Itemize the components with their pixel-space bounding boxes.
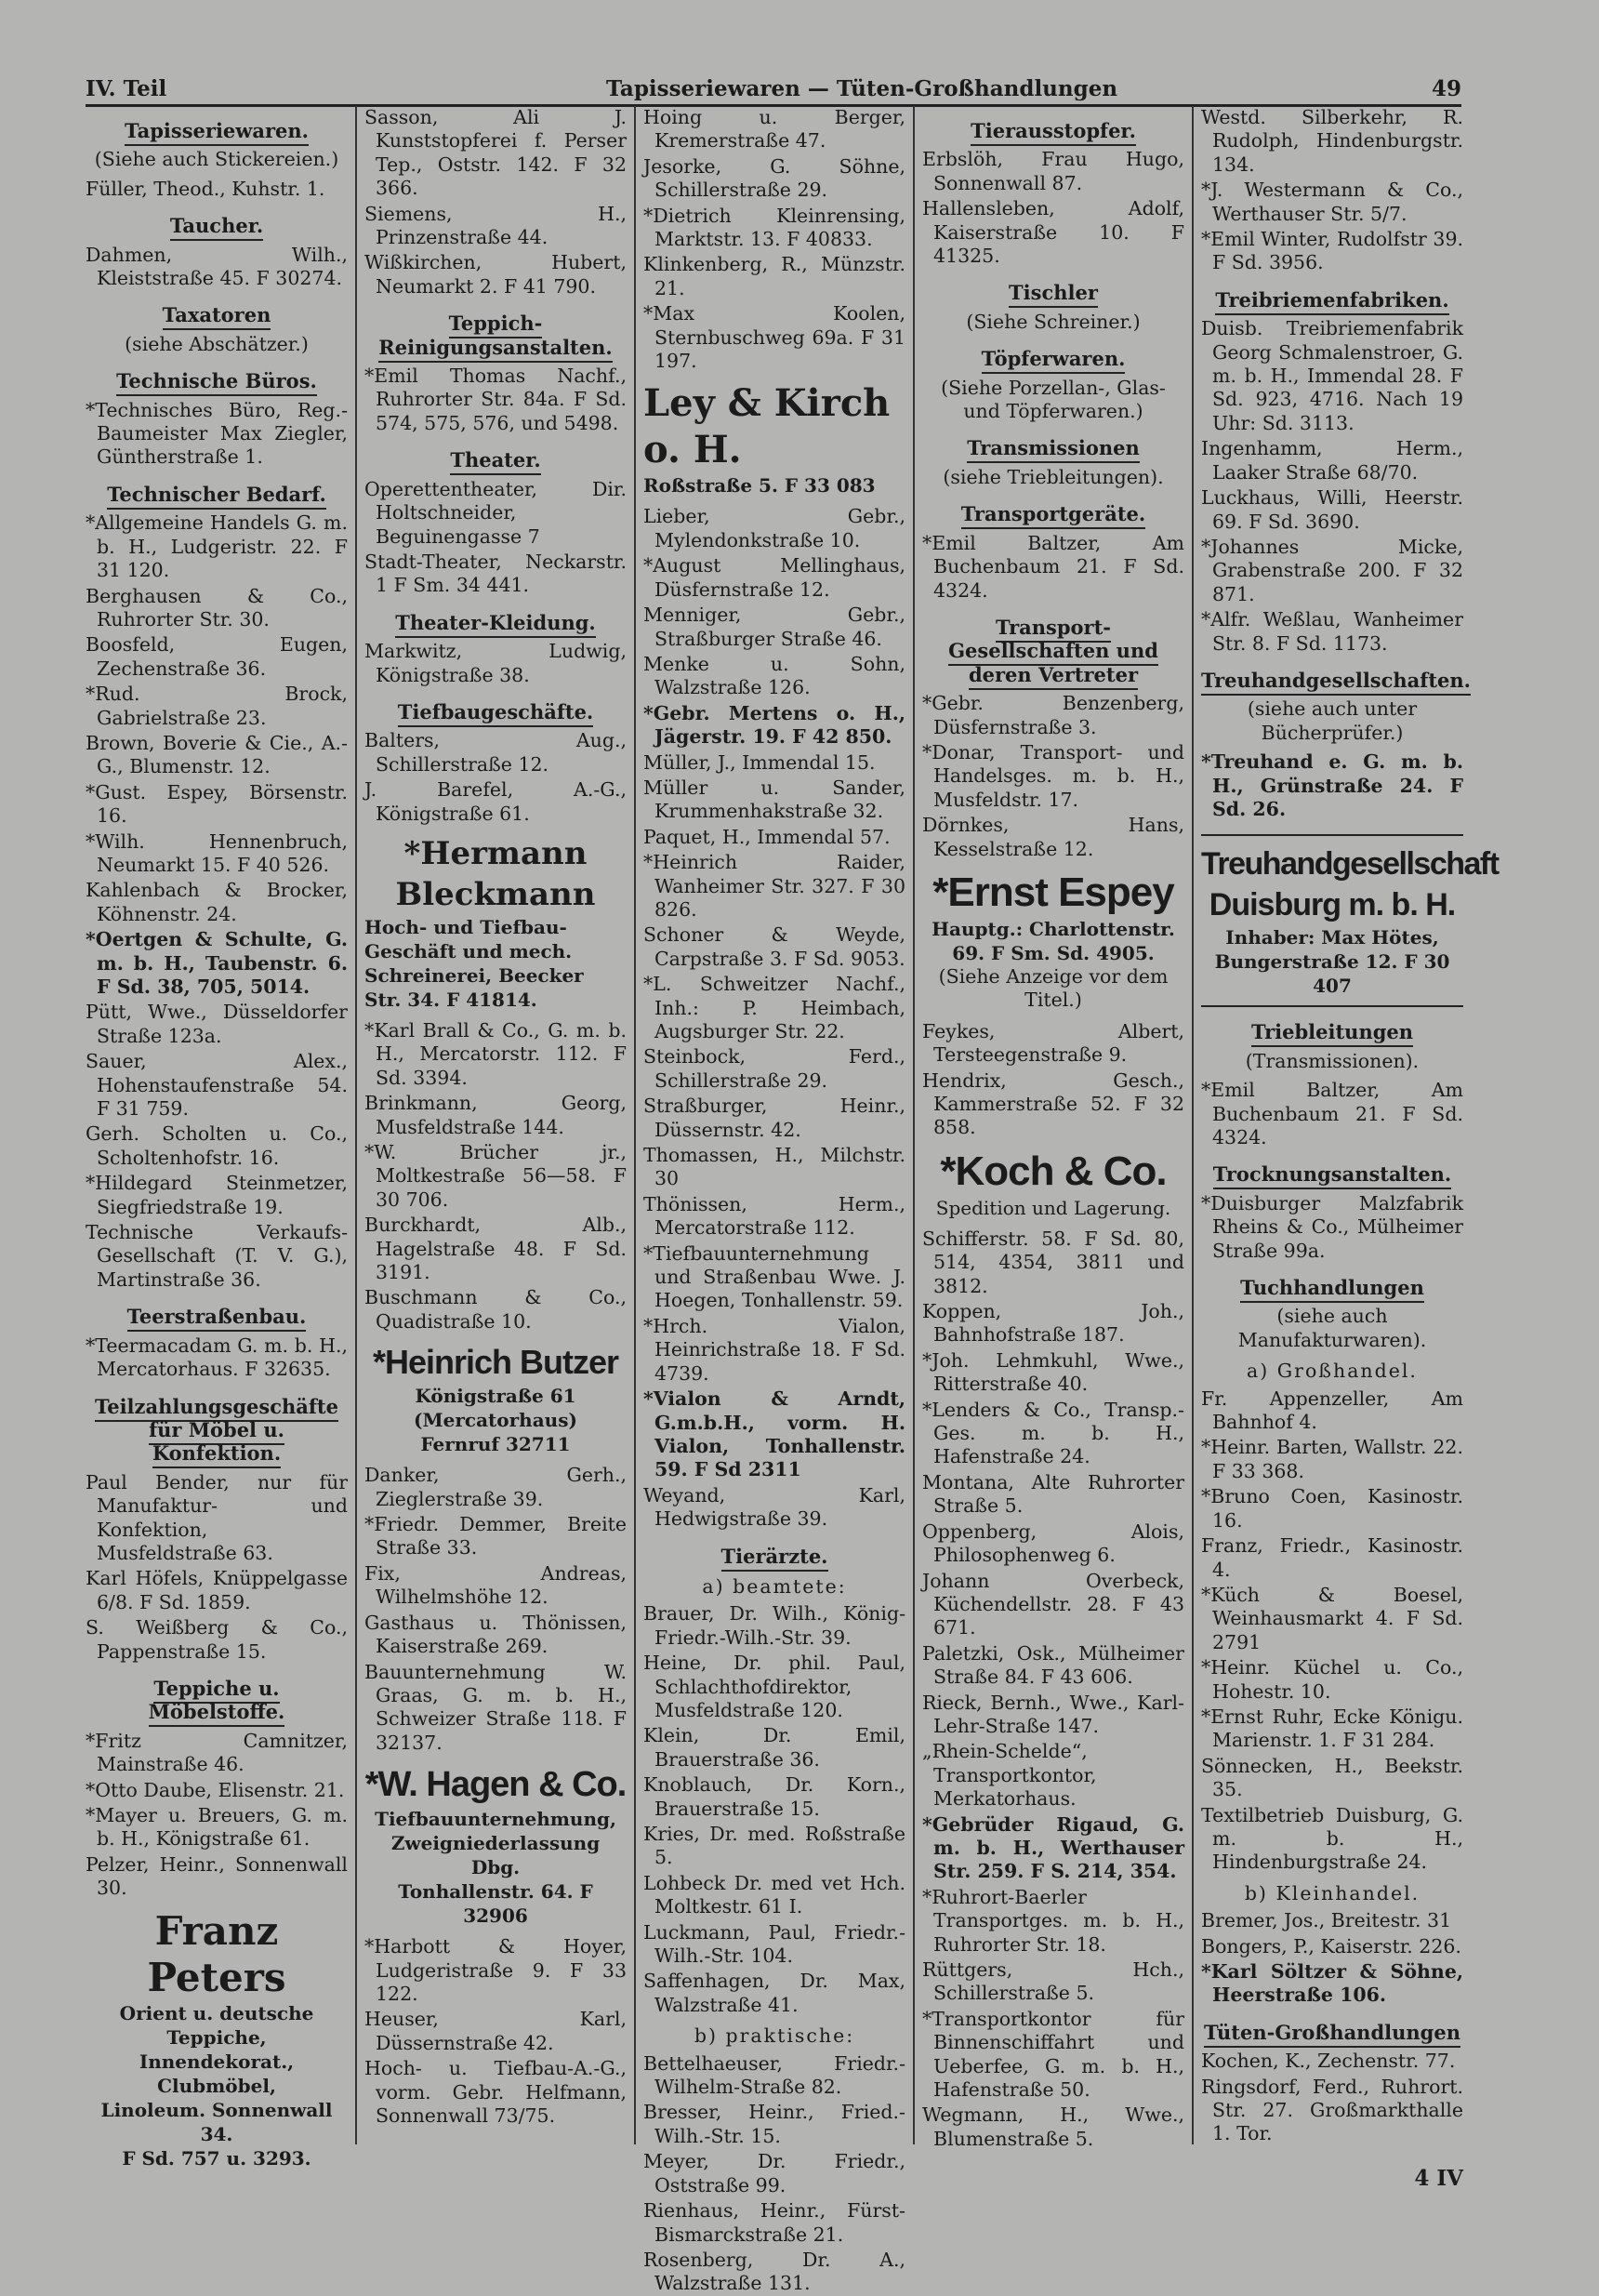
- list-item: *Gust. Espey, Börsenstr. 16.: [86, 780, 348, 828]
- ad-line: F Sd. 757 u. 3293.: [122, 2146, 311, 2170]
- list-item: Klein, Dr. Emil, Brauerstraße 36.: [643, 1724, 905, 1771]
- section-heading: Transport-Gesellschaften und deren Vertreter: [922, 616, 1184, 686]
- list-item: Weyand, Karl, Hedwigstraße 39.: [643, 1483, 905, 1531]
- list-item: Bettelhaeuser, Friedr.-Wilhelm-Straße 82.: [643, 2051, 905, 2099]
- list-item: Erbslöh, Frau Hugo, Sonnenwall 87.: [922, 148, 1184, 194]
- ad-line: Tiefbauunternehmung,: [375, 1808, 616, 1831]
- list-item: Hoing u. Berger, Kremerstraße 47.: [643, 106, 905, 153]
- ad-line: (Mercatorhaus): [414, 1409, 577, 1432]
- list-item: *Gebr. Benzenberg, Düsfernstraße 3.: [922, 692, 1184, 738]
- list-item: Burckhardt, Alb., Hagelstraße 48. F Sd. 3191.: [364, 1214, 627, 1284]
- ad-line: Innendekorat., Clubmöbel,: [139, 2050, 295, 2097]
- divider: [1201, 834, 1463, 836]
- list-item: *Gebr. Mertens o. H., Jägerstr. 19. F 42 850.: [643, 701, 905, 749]
- list-item: Kochen, K., Zechenstr. 77.: [1201, 2050, 1456, 2073]
- list-item: Dahmen, Wilh., Kleiststraße 45. F 30274.: [86, 243, 348, 290]
- list-item: Straßburger, Heinr., Düssernstr. 42.: [643, 1095, 905, 1141]
- list-item: Fr. Appenzeller, Am Bahnhof 4.: [1201, 1387, 1463, 1434]
- list-item: Koppen, Joh., Bahnhofstraße 187.: [922, 1300, 1184, 1347]
- list-item: *Heinr. Barten, Wallstr. 22. F 33 368.: [1201, 1436, 1463, 1482]
- list-item: Sauer, Alex., Hohenstaufenstraße 54. F 31 759.: [86, 1050, 348, 1121]
- list-item: *Gebrüder Rigaud, G. m. b. H., Werthauser Str. 259. F S. 214, 354.: [922, 1812, 1184, 1883]
- ad-name: Franz Peters: [147, 1907, 286, 2000]
- ad-name: *Ernst Espey: [932, 869, 1174, 915]
- list-item: *Hrch. Vialon, Heinrichstraße 18. F Sd. 4739.: [643, 1314, 905, 1385]
- list-item: *Transportkontor für Binnenschiffahrt und Ueberfee, G. m. b. H., Hafenstraße 50.: [922, 2007, 1184, 2102]
- list-item: Johann Overbeck, Küchendellstr. 28. F 43 671.: [922, 1569, 1184, 1639]
- cross-reference: (Siehe auch Stickereien.): [94, 148, 339, 171]
- column-1: [86, 106, 348, 2170]
- list-item: Stadt-Theater, Neckarstr. 1 F Sm. 34 441.: [364, 550, 627, 597]
- section-heading: Tierärzte.: [643, 1545, 905, 1568]
- list-item: *Oertgen & Schulte, G. m. b. H., Taubenstr. 6. F Sd. 38, 705, 5014.: [86, 928, 348, 998]
- list-item: Bresser, Heinr., Fried.-Wilh.-Str. 15.: [643, 2101, 905, 2147]
- list-item: Schifferstr. 58. F Sd. 80, 514, 4354, 3811 und 3812.: [922, 1227, 1184, 1297]
- section-heading: Teppiche u. Möbelstoffe.: [86, 1677, 348, 1724]
- list-item: Feykes, Albert, Tersteegenstraße 9.: [922, 1019, 1184, 1067]
- list-item: Ingenhamm, Herm., Laaker Straße 68/70.: [1201, 437, 1463, 484]
- section-heading: Tüten-Großhandlungen: [1201, 2021, 1463, 2044]
- section-heading: Tiefbaugeschäfte.: [364, 700, 627, 723]
- ad-line: Zweigniederlassung Dbg.: [390, 1832, 601, 1879]
- running-head: Tapisseriewaren — Tüten-Großhandlungen: [606, 76, 1118, 101]
- list-item: *Vialon & Arndt, G.m.b.H., vorm. H. Vialon, Tonhallenstr. 59. F Sd 2311: [643, 1387, 905, 1481]
- section-heading: Technischer Bedarf.: [86, 483, 348, 506]
- list-item: *Donar, Transport- und Handelsges. m. b. H., Musfeldstr. 17.: [922, 740, 1184, 811]
- list-item: Jesorke, G. Söhne, Schillerstraße 29.: [643, 154, 905, 202]
- ad-name: *Hermann Bleckmann: [395, 834, 596, 913]
- list-item: Boosfeld, Eugen, Zechenstraße 36.: [86, 633, 348, 680]
- ad-line: Königstraße 61: [415, 1385, 576, 1408]
- section-heading: Taxatoren: [86, 303, 348, 326]
- section-heading: Tischler: [922, 281, 1184, 304]
- ad-line: Tonhallenstr. 64. F 32906: [398, 1880, 593, 1928]
- list-item: Steinbock, Ferd., Schillerstraße 29.: [643, 1045, 905, 1092]
- list-item: Heuser, Karl, Düssernstraße 42.: [364, 2008, 627, 2054]
- list-item: *Emil Thomas Nachf., Ruhrorter Str. 84a. F Sd. 574, 575, 576, und 5498.: [364, 365, 627, 434]
- ad-line: Inhaber: Max Hötes,: [1225, 926, 1439, 949]
- list-item: Heine, Dr. phil. Paul, Schlachthofdirektor, Musfeldstraße 120.: [643, 1652, 905, 1721]
- cross-reference: (siehe Triebleitungen).: [943, 465, 1164, 488]
- list-item: *Emil Winter, Rudolfstr 39. F Sd. 3956.: [1201, 228, 1463, 274]
- advertisement-bleckmann: [364, 833, 627, 1012]
- ad-name: Ley & Kirch o. H.: [643, 381, 891, 472]
- signature-mark: 4 IV: [1414, 2166, 1463, 2191]
- ad-line: Bungerstraße 12. F 30 407: [1214, 950, 1450, 998]
- ad-line: Spedition und Lagerung.: [935, 1196, 1171, 1219]
- list-item: Rüttgers, Hch., Schillerstraße 5.: [922, 1958, 1184, 2005]
- ad-line: Fernruf 32711: [420, 1433, 571, 1456]
- list-item: Balters, Aug., Schillerstraße 12.: [364, 729, 627, 776]
- list-item: *Friedr. Demmer, Breite Straße 33.: [364, 1513, 627, 1559]
- list-item: Kries, Dr. med. Roßstraße 5.: [643, 1823, 905, 1869]
- ad-line: Hoch- und Tiefbau-Geschäft und mech. Schreinerei, Beecker Str. 34. F 41814.: [364, 915, 584, 1011]
- subheading: a) Großhandel.: [1247, 1360, 1418, 1383]
- column-5: [1201, 106, 1499, 2145]
- cross-reference: (Transmissionen).: [1245, 1049, 1420, 1072]
- list-item: Brauer, Dr. Wilh., König-Friedr.-Wilh.-Str. 39.: [643, 1602, 905, 1649]
- list-item: S. Weißberg & Co., Pappenstraße 15.: [86, 1616, 348, 1663]
- ad-name: Duisburg m. b. H.: [1209, 887, 1456, 923]
- list-item: *August Mellinghaus, Düsfernstraße 12.: [643, 554, 905, 601]
- column-divider: [355, 106, 357, 2144]
- list-item: *Harbott & Hoyer, Ludgeristraße 9. F 33 122.: [364, 1935, 627, 2005]
- ad-name: *W. Hagen & Co.: [364, 1765, 627, 1805]
- list-item: Duisb. Treibriemenfabrik Georg Schmalenstroer, G. m. b. H., Immendal 28. F Sd. 923, 4716. Nach 19 Uhr: Sd. 3113.: [1201, 317, 1463, 434]
- list-item: Kahlenbach & Brocker, Köhnenstr. 24.: [86, 879, 348, 925]
- list-item: Füller, Theod., Kuhstr. 1.: [86, 177, 325, 200]
- advertisement-ley-kirch: [643, 380, 905, 498]
- subheading: a) beamtete:: [702, 1574, 847, 1598]
- section-heading: Teilzahlungsgeschäfte für Möbel u. Konfektion.: [86, 1395, 348, 1466]
- list-item: Thomassen, H., Milchstr. 30: [643, 1144, 905, 1190]
- section-heading: Teppich-Reinigungsanstalten.: [364, 312, 627, 359]
- list-item: *Karl Brall & Co., G. m. b. H., Mercatorstr. 112. F Sd. 3394.: [364, 1018, 627, 1089]
- ad-name: *Heinrich Butzer: [372, 1343, 619, 1382]
- list-item: Paquet, H., Immendal 57.: [643, 825, 891, 848]
- subheading: b) Kleinhandel.: [1244, 1881, 1421, 1904]
- list-item: Gerh. Scholten u. Co., Scholtenhofstr. 16.: [86, 1122, 348, 1169]
- column-divider: [634, 106, 636, 2144]
- list-item: Menniger, Gebr., Straßburger Straße 46.: [643, 604, 905, 650]
- divider: [1201, 1005, 1463, 1007]
- list-item: *Mayer u. Breuers, G. m. b. H., Königstraße 61.: [86, 1804, 348, 1851]
- list-item: Ringsdorf, Ferd., Ruhrort. Str. 27. Großmarkthalle 1. Tor.: [1201, 2075, 1463, 2145]
- section-heading: Taucher.: [86, 214, 348, 237]
- list-item: „Rhein-Schelde“, Transportkontor, Merkatorhaus.: [922, 1740, 1097, 1811]
- list-item: *J. Westermann & Co., Werthauser Str. 5/7.: [1201, 179, 1463, 225]
- list-item: Müller, J., Immendal 15.: [643, 750, 876, 774]
- cross-reference: (siehe Abschätzer.): [125, 332, 309, 355]
- list-item: *Wilh. Hennenbruch, Neumarkt 15. F 40 526.: [86, 829, 348, 876]
- cross-reference: (Siehe Schreiner.): [966, 310, 1141, 333]
- advertisement-espey: [922, 869, 1184, 1013]
- page-header: [86, 73, 1461, 107]
- ad-name: *Koch & Co.: [940, 1148, 1167, 1194]
- list-item: Knoblauch, Dr. Korn., Brauerstraße 15.: [643, 1773, 905, 1820]
- list-item: J. Barefel, A.-G., Königstraße 61.: [364, 778, 627, 825]
- list-item: *Duisburger Malzfabrik Rheins & Co., Mülheimer Straße 99a.: [1201, 1191, 1463, 1262]
- list-item: Oppenberg, Alois, Philosophenweg 6.: [922, 1520, 1184, 1567]
- list-item: Siemens, H., Prinzenstraße 44.: [364, 202, 627, 249]
- list-item: *Heinr. Küchel u. Co., Hohestr. 10.: [1201, 1656, 1463, 1703]
- list-item: *Otto Daube, Elisenstr. 21.: [86, 1778, 345, 1801]
- list-item: Dörnkes, Hans, Kesselstraße 12.: [922, 814, 1184, 860]
- section-heading: Töpferwaren.: [922, 347, 1184, 370]
- column-2: [364, 106, 627, 2144]
- list-item: Brown, Boverie & Cie., A.-G., Blumenstr. 12.: [86, 731, 348, 778]
- list-item: Menke u. Sohn, Walzstraße 126.: [643, 652, 905, 699]
- section-heading: Tuchhandlungen: [1201, 1276, 1463, 1299]
- advertisement-franz-peters: [86, 1908, 348, 2170]
- ad-line: Hauptg.: Charlottenstr. 69. F Sm. Sd. 4905.: [932, 917, 1175, 964]
- list-item: Wegmann, H., Wwe., Blumenstraße 5.: [922, 2104, 1184, 2150]
- list-item: *Hildegard Steinmetzer, Siegfriedstraße 19.: [86, 1172, 348, 1218]
- section-heading: Technische Büros.: [86, 369, 348, 392]
- list-item: *Fritz Camnitzer, Mainstraße 46.: [86, 1729, 348, 1776]
- list-item: *Tiefbauunternehmung und Straßenbau Wwe. J. Hoegen, Tonhallenstr. 59.: [643, 1241, 905, 1312]
- list-item: Sönnecken, H., Beekstr. 35.: [1201, 1754, 1463, 1801]
- list-item: Klinkenberg, R., Münzstr. 21.: [643, 253, 905, 299]
- section-heading: Teerstraßenbau.: [86, 1305, 348, 1328]
- cross-reference: (Siehe Porzellan-, Glas- und Töpferwaren.): [941, 376, 1166, 423]
- section-heading: Treuhandgesellschaften.: [1201, 669, 1463, 692]
- list-item: *Karl Söltzer & Söhne, Heerstraße 106.: [1201, 1960, 1463, 2007]
- list-item: *Rud. Brock, Gabrielstraße 23.: [86, 683, 348, 729]
- ad-line: (Siehe Anzeige vor dem Titel.): [938, 964, 1169, 1012]
- list-item: Saffenhagen, Dr. Max, Walzstraße 41.: [643, 1970, 905, 2016]
- list-item: *Emil Baltzer, Am Buchenbaum 21. F Sd. 4324.: [922, 531, 1184, 602]
- list-item: *Dietrich Kleinrensing, Marktstr. 13. F 40833.: [643, 204, 905, 251]
- list-item: Sasson, Ali J. Kunststopferei f. Perser Tep., Oststr. 142. F 32 366.: [364, 106, 627, 200]
- list-item: Montana, Alte Ruhrorter Straße 5.: [922, 1470, 1184, 1518]
- list-item: *Technisches Büro, Reg.-Baumeister Max Ziegler, Güntherstraße 1.: [86, 398, 348, 469]
- ad-line: Linoleum. Sonnenwall 34.: [100, 2098, 333, 2145]
- cross-reference: (siehe auch Manufakturwaren).: [1237, 1305, 1427, 1351]
- column-divider: [1192, 106, 1194, 2144]
- section-heading: Treibriemenfabriken.: [1201, 288, 1463, 312]
- list-item: *Lenders & Co., Transp.-Ges. m. b. H., Hafenstraße 24.: [922, 1398, 1184, 1468]
- list-item: Buschmann & Co., Quadistraße 10.: [364, 1286, 627, 1333]
- section-heading: Tierausstopfer.: [922, 119, 1184, 142]
- list-item: Meyer, Dr. Friedr., Oststraße 99.: [643, 2150, 905, 2196]
- column-4: [922, 106, 1184, 2150]
- list-item: Hendrix, Gesch., Kammerstraße 52. F 32 858.: [922, 1068, 1184, 1139]
- list-item: Karl Höfels, Knüppelgasse 6/8. F Sd. 1859.: [86, 1567, 348, 1613]
- list-item: *Alfr. Weßlau, Wanheimer Str. 8. F Sd. 1173.: [1201, 608, 1463, 655]
- list-item: Hoch- u. Tiefbau-A.-G., vorm. Gebr. Helfmann, Sonnenwall 73/75.: [364, 2057, 627, 2127]
- list-item: Technische Verkaufs-Gesellschaft (T. V. G.), Martinstraße 36.: [86, 1221, 348, 1291]
- list-item: Hallensleben, Adolf, Kaiserstraße 10. F 41325.: [922, 197, 1184, 268]
- ad-name: Treuhandgesellschaft: [1201, 846, 1499, 883]
- advertisement-hagen: [364, 1762, 627, 1928]
- list-item: *Küch & Boesel, Weinhausmarkt 4. F Sd. 2791: [1201, 1583, 1463, 1653]
- section-heading: Trocknungsanstalten.: [1201, 1162, 1463, 1186]
- list-item: Pelzer, Heinr., Sonnenwall 30.: [86, 1852, 348, 1900]
- list-item: Bongers, P., Kaiserstr. 226.: [1201, 1934, 1461, 1958]
- list-item: Luckhaus, Willi, Heerstr. 69. F Sd. 3690.: [1201, 486, 1463, 533]
- column-divider: [913, 106, 915, 2144]
- list-item: Müller u. Sander, Krummenhakstraße 32.: [643, 776, 905, 823]
- list-item: Thönissen, Herm., Mercatorstraße 112.: [643, 1192, 905, 1240]
- list-item: *W. Brücher jr., Moltkestraße 56—58. F 30 706.: [364, 1141, 627, 1211]
- list-item: *Emil Baltzer, Am Buchenbaum 21. F Sd. 4324.: [1201, 1079, 1463, 1148]
- subheading: b) praktische:: [694, 2024, 855, 2048]
- list-item: *Allgemeine Handels G. m. b. H., Ludgeristr. 22. F 31 120.: [86, 511, 348, 582]
- list-item: Paletzki, Osk., Mülheimer Straße 84. F 43 606.: [922, 1641, 1184, 1689]
- list-item: Operettentheater, Dir. Holtschneider, Beguinengasse 7: [364, 477, 627, 548]
- list-item: Berghausen & Co., Ruhrorter Str. 30.: [86, 584, 348, 630]
- list-item: Brinkmann, Georg, Musfeldstraße 144.: [364, 1092, 627, 1138]
- advertisement-treuhandgesellschaft: [1201, 843, 1499, 998]
- list-item: Rosenberg, Dr. A., Walzstraße 131.: [643, 2248, 905, 2295]
- list-item: Gasthaus u. Thönissen, Kaiserstraße 269.: [364, 1611, 627, 1658]
- list-item: *Max Koolen, Sternbuschweg 69a. F 31 197.: [643, 302, 905, 373]
- page-number: 49: [1431, 76, 1461, 101]
- cross-reference: (siehe auch unter Bücherprüfer.): [1247, 697, 1418, 744]
- advertisement-butzer: [364, 1341, 627, 1456]
- list-item: Paul Bender, nur für Manufaktur- und Konfektion, Musfeldstraße 63.: [86, 1470, 348, 1564]
- section-heading: Theater.: [364, 448, 627, 471]
- advertisement-koch: [922, 1148, 1184, 1220]
- list-item: *Ernst Ruhr, Ecke Königu. Marienstr. 1. F 31 284.: [1201, 1705, 1463, 1752]
- section-heading: Triebleitungen: [1201, 1020, 1463, 1043]
- list-item: *Teermacadam G. m. b. H., Mercatorhaus. F 32635.: [86, 1334, 348, 1381]
- list-item: Lohbeck Dr. med vet Hch. Moltkestr. 61 I.: [643, 1871, 905, 1918]
- column-3: [643, 106, 905, 2295]
- list-item: Rienhaus, Heinr., Fürst-Bismarckstraße 21.: [643, 2199, 905, 2246]
- ad-line: Roßstraße 5. F 33 083: [643, 474, 876, 498]
- list-item: Textilbetrieb Duisburg, G. m. b. H., Hindenburgstraße 24.: [1201, 1803, 1463, 1874]
- list-item: Franz, Friedr., Kasinostr. 4.: [1201, 1534, 1463, 1581]
- ad-line: Orient u. deutsche Teppiche,: [119, 2001, 314, 2049]
- list-item: *Bruno Coen, Kasinostr. 16.: [1201, 1485, 1463, 1532]
- list-item: Pütt, Wwe., Düsseldorfer Straße 123a.: [86, 1001, 348, 1047]
- list-item: Luckmann, Paul, Friedr.-Wilh.-Str. 104.: [643, 1920, 905, 1968]
- list-item: *Johannes Micke, Grabenstraße 200. F 32 871.: [1201, 535, 1463, 605]
- list-item: *Ruhrort-Baerler Transportges. m. b. H., Ruhrorter Str. 18.: [922, 1885, 1184, 1956]
- list-item: Lieber, Gebr., Mylendonkstraße 10.: [643, 505, 905, 551]
- list-item: *Heinrich Raider, Wanheimer Str. 327. F 30 826.: [643, 851, 905, 921]
- list-item: *Treuhand e. G. m. b. H., Grünstraße 24. F Sd. 26.: [1201, 750, 1463, 820]
- list-item: Bauunternehmung W. Graas, G. m. b. H., Schweizer Straße 118. F 32137.: [364, 1660, 627, 1754]
- section-heading: Tapisseriewaren.: [86, 119, 348, 142]
- section-heading: Transmissionen: [922, 436, 1184, 459]
- list-item: Westd. Silberkehr, R. Rudolph, Hindenburgstr. 134.: [1201, 106, 1463, 176]
- list-item: Schoner & Weyde, Carpstraße 3. F Sd. 9053.: [643, 923, 905, 970]
- list-item: Rieck, Bernh., Wwe., Karl-Lehr-Straße 147.: [922, 1691, 1184, 1737]
- list-item: Bremer, Jos., Breitestr. 31: [1201, 1909, 1452, 1932]
- section-heading: Theater-Kleidung.: [364, 611, 627, 634]
- list-item: *Joh. Lehmkuhl, Wwe., Ritterstraße 40.: [922, 1348, 1184, 1396]
- list-item: Fix, Andreas, Wilhelmshöhe 12.: [364, 1561, 627, 1609]
- part-label: IV. Teil: [86, 76, 167, 101]
- list-item: Danker, Gerh., Zieglerstraße 39.: [364, 1464, 627, 1510]
- list-item: Markwitz, Ludwig, Königstraße 38.: [364, 640, 627, 686]
- section-heading: Transportgeräte.: [922, 502, 1184, 525]
- list-item: *L. Schweitzer Nachf., Inh.: P. Heimbach, Augsburger Str. 22.: [643, 973, 905, 1042]
- list-item: Wißkirchen, Hubert, Neumarkt 2. F 41 790.: [364, 251, 627, 298]
